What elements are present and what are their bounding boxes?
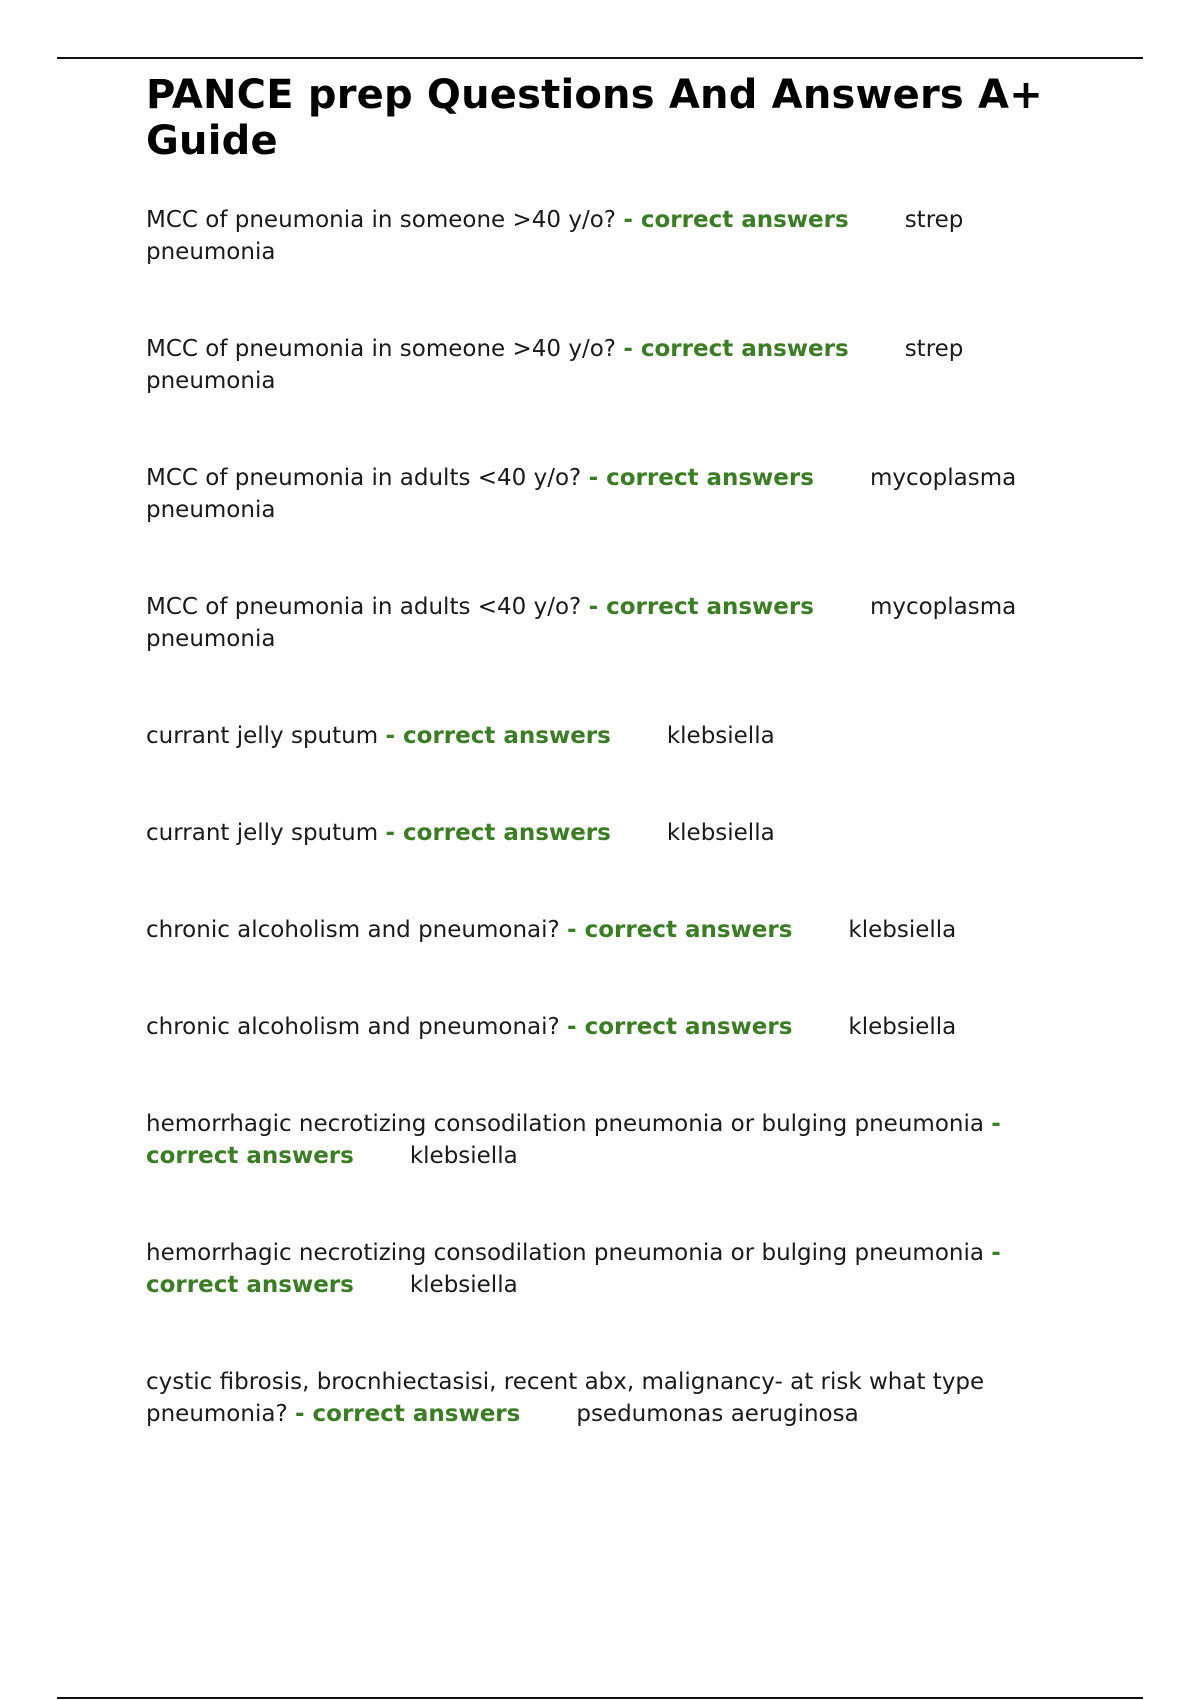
question-text: hemorrhagic necrotizing consodilation pneumonia or bulging pneumonia bbox=[146, 1240, 984, 1266]
correct-answers-label: - correct answers bbox=[385, 820, 611, 846]
qa-item bbox=[146, 333, 1086, 397]
answer-text: klebsiella bbox=[848, 917, 957, 943]
question-text: cystic fibrosis, brocnhiectasisi, recent abx, malignancy- at risk what type pneumonia? bbox=[146, 1369, 985, 1427]
qa-item bbox=[146, 204, 1086, 268]
answer-text: klebsiella bbox=[666, 723, 775, 749]
qa-list bbox=[146, 204, 1086, 1430]
qa-item bbox=[146, 1011, 1086, 1043]
answer-text: klebsiella bbox=[409, 1143, 518, 1169]
question-text: currant jelly sputum bbox=[146, 820, 379, 846]
correct-answers-label: - correct answers bbox=[623, 207, 849, 233]
answer-text: strep pneumonia bbox=[146, 336, 964, 394]
answer-text: mycoplasma pneumonia bbox=[146, 594, 1017, 652]
qa-item bbox=[146, 1237, 1086, 1301]
document-title: PANCE prep Questions And Answers A+ Guide bbox=[146, 72, 1043, 164]
qa-item bbox=[146, 914, 1086, 946]
question-text: chronic alcoholism and pneumonai? bbox=[146, 1014, 560, 1040]
qa-item bbox=[146, 817, 1086, 849]
answer-text: strep pneumonia bbox=[146, 207, 964, 265]
answer-text: klebsiella bbox=[666, 820, 775, 846]
qa-item bbox=[146, 462, 1086, 526]
bottom-rule bbox=[57, 1697, 1143, 1699]
question-text: hemorrhagic necrotizing consodilation pneumonia or bulging pneumonia bbox=[146, 1111, 984, 1137]
answer-text: klebsiella bbox=[848, 1014, 957, 1040]
question-text: currant jelly sputum bbox=[146, 723, 379, 749]
correct-answers-label: - correct answers bbox=[385, 723, 611, 749]
question-text: chronic alcoholism and pneumonai? bbox=[146, 917, 560, 943]
document-body bbox=[146, 72, 1086, 1430]
question-text: MCC of pneumonia in adults <40 y/o? bbox=[146, 465, 582, 491]
question-text: MCC of pneumonia in someone >40 y/o? bbox=[146, 336, 616, 362]
answer-text: psedumonas aeruginosa bbox=[576, 1401, 859, 1427]
correct-answers-label: - correct answers bbox=[294, 1401, 521, 1427]
question-text: MCC of pneumonia in someone >40 y/o? bbox=[146, 207, 616, 233]
answer-text: mycoplasma pneumonia bbox=[146, 465, 1017, 523]
correct-answers-label: - correct answers bbox=[623, 336, 849, 362]
qa-item bbox=[146, 1366, 1086, 1430]
qa-item bbox=[146, 1108, 1086, 1172]
question-text: MCC of pneumonia in adults <40 y/o? bbox=[146, 594, 582, 620]
answer-text: klebsiella bbox=[409, 1272, 518, 1298]
correct-answers-label: - correct answers bbox=[588, 594, 814, 620]
correct-answers-label: - correct answers bbox=[146, 1240, 1001, 1298]
qa-item bbox=[146, 720, 1086, 752]
correct-answers-label: - correct answers bbox=[146, 1111, 1001, 1169]
correct-answers-label: - correct answers bbox=[567, 917, 793, 943]
correct-answers-label: - correct answers bbox=[567, 1014, 793, 1040]
qa-item bbox=[146, 591, 1086, 655]
correct-answers-label: - correct answers bbox=[588, 465, 814, 491]
top-rule bbox=[57, 57, 1143, 59]
